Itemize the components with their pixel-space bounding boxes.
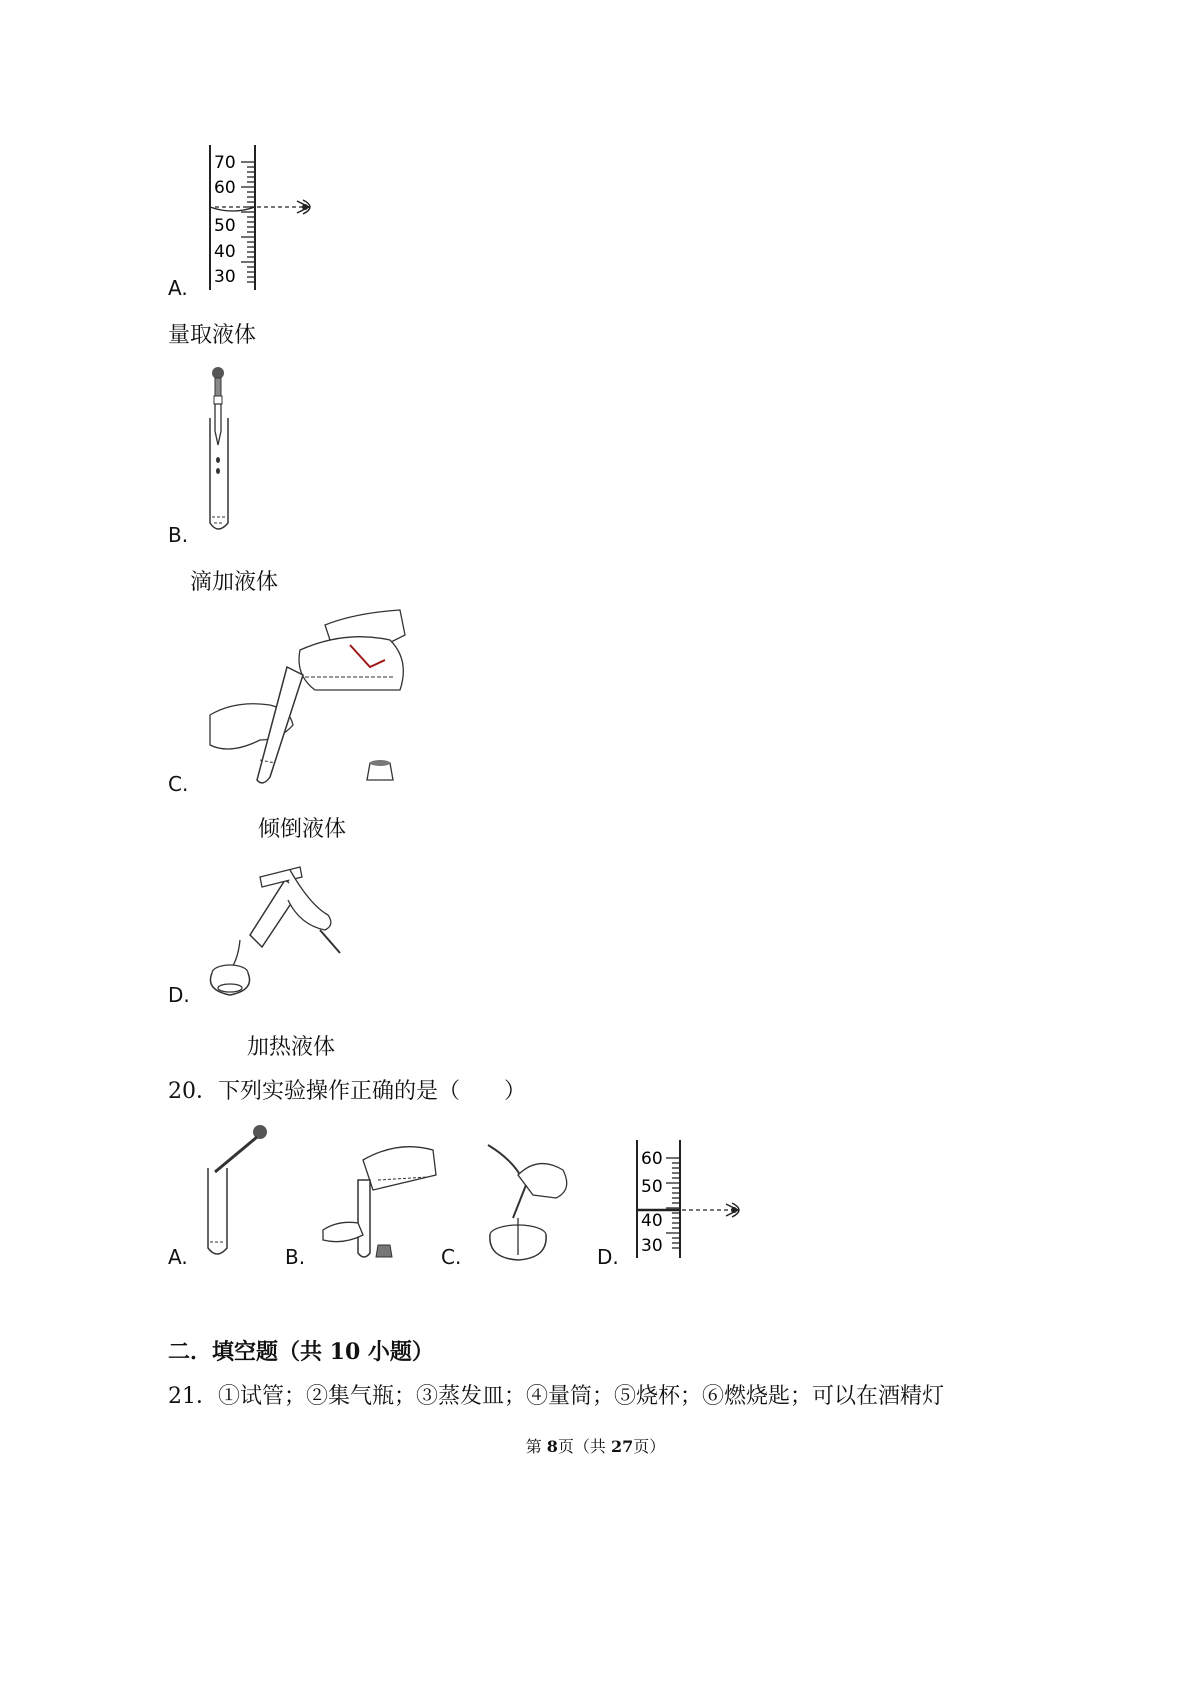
footer-page-number: 8 (546, 1437, 558, 1456)
cylinder-tick-label: 30 (641, 1236, 663, 1256)
footer-suffix: 页） (633, 1437, 666, 1456)
q20-alcohol-lamps-figure-c (478, 1140, 588, 1265)
footer-prefix: 第 (525, 1437, 547, 1456)
q20-option-letter-c[interactable]: C. (441, 1245, 462, 1269)
measuring-cylinder-figure-a (205, 145, 345, 295)
cylinder-tick-label: 30 (214, 267, 236, 287)
heating-liquid-figure-d (200, 855, 350, 1005)
q20-option-letter-b[interactable]: B. (285, 1245, 306, 1269)
dropper-test-tube-figure-b (200, 363, 240, 538)
cylinder-tick-label: 70 (214, 153, 236, 173)
question-21-text: 21．①试管；②集气瓶；③蒸发皿；④量筒；⑤烧杯；⑥燃烧匙；可以在酒精灯 (168, 1384, 944, 1409)
cylinder-tick-label: 60 (641, 1149, 663, 1169)
q20-measuring-cylinder-figure-d (632, 1140, 752, 1260)
page-footer (0, 1434, 1191, 1457)
q20-option-letter-a[interactable]: A. (168, 1245, 188, 1269)
q20-option-letter-d[interactable]: D. (597, 1245, 619, 1269)
cylinder-tick-label: 50 (641, 1177, 663, 1197)
option-caption-d: 加热液体 (247, 1035, 336, 1060)
cylinder-tick-label: 40 (214, 242, 236, 262)
footer-total-pages: 27 (611, 1437, 634, 1456)
option-letter-d: D. (168, 983, 190, 1007)
cylinder-tick-label: 60 (214, 178, 236, 198)
section-heading: 二．填空题（共 10 小题） (168, 1339, 434, 1365)
cylinder-tick-label: 50 (214, 216, 236, 236)
option-letter-b: B. (168, 523, 189, 547)
option-caption-b: 滴加液体 (190, 570, 279, 595)
footer-middle: 页（共 (557, 1437, 612, 1456)
option-caption-c: 倾倒液体 (258, 817, 347, 842)
option-letter-c: C. (168, 772, 189, 796)
option-caption-a: 量取液体 (168, 323, 257, 348)
q20-dropper-figure-a (200, 1120, 275, 1260)
pouring-liquid-figure-c (205, 605, 415, 790)
q20-pouring-figure-b (318, 1135, 443, 1265)
cylinder-tick-label: 40 (641, 1211, 663, 1231)
question-20-text: 20．下列实验操作正确的是（ ） (168, 1079, 526, 1104)
option-letter-a: A. (168, 276, 188, 300)
